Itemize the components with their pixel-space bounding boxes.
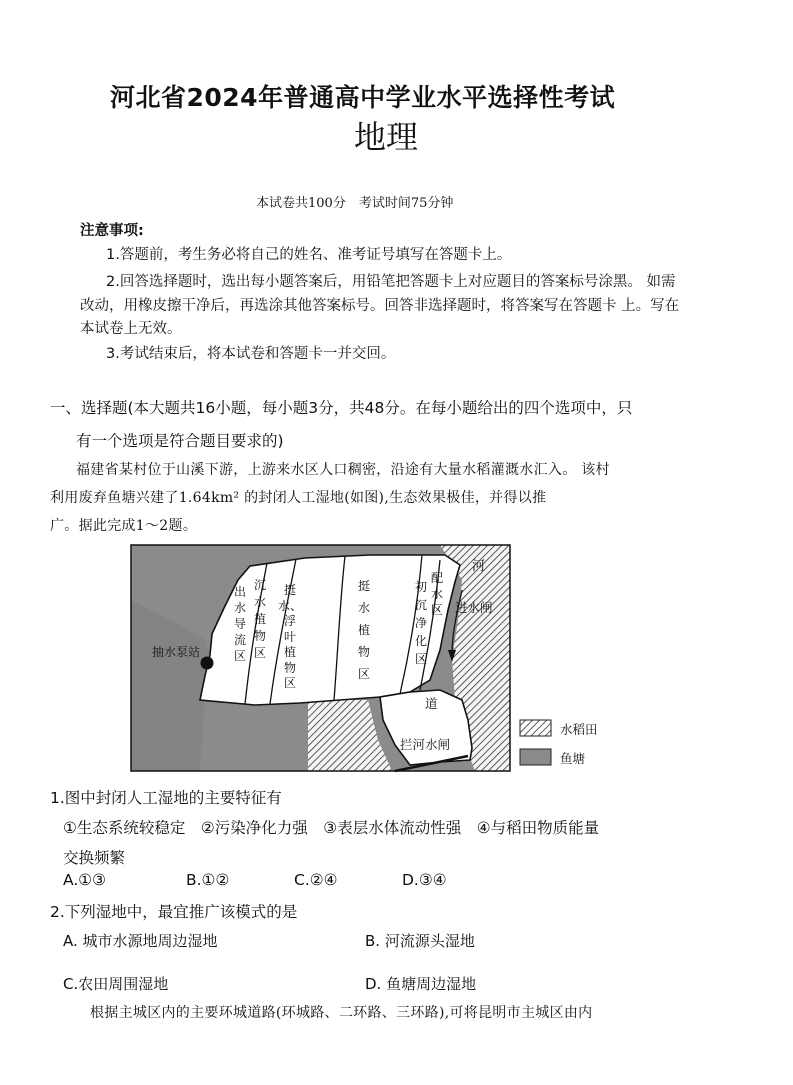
label-emergent-zone: 挺 水 植 物 区 <box>357 579 370 681</box>
notice-item-3: 3.考试结束后，将本试卷和答题卡一并交回。 <box>106 346 396 362</box>
label-channel: 道 <box>425 696 438 711</box>
q2-option-c[interactable]: C.农田周围湿地 <box>63 975 169 993</box>
legend-paddy-label: 水稻田 <box>560 722 598 737</box>
notice-item-2-cont: 改动，用橡皮擦干净后，再选涂其他答案标号。回答非选择题时，将答案写在答题卡 上。写在 <box>80 298 680 314</box>
q1-option-d[interactable]: D.③④ <box>402 871 447 889</box>
label-distribution-zone: 配 水 区 <box>430 571 443 617</box>
notice-item-2: 2.回答选择题时，选出每小题答案后，用铅笔把答题卡上对应题目的答案标号涂黑。 如需 <box>106 274 676 290</box>
subject-title: 地理 <box>354 118 419 156</box>
passage-line-3: 广。据此完成1～2题。 <box>50 518 198 534</box>
legend-pond-swatch <box>520 749 551 765</box>
q1-option-b[interactable]: B.①② <box>186 871 230 889</box>
label-sediment-zone: 初 沉 净 化 区 <box>414 580 427 666</box>
passage-line-2: 利用废弃鱼塘兴建了1.64km² 的封闭人工湿地(如图),生态效果极佳，并得以推 <box>50 490 547 506</box>
passage-2-line-1: 根据主城区内的主要环城道路(环城路、二环路、三环路),可将昆明市主城区由内 <box>90 1005 593 1021</box>
legend-swatches <box>519 719 553 771</box>
q1-statements: ①生态系统较稳定 ②污染净化力强 ③表层水体流动性强 ④与稻田物质能量 <box>63 819 600 837</box>
exam-title: 河北省2024年普通高中学业水平选择性考试 <box>110 83 616 112</box>
passage-line-1: 福建省某村位于山溪下游，上游来水区人口稠密，沿途有大量水稻灌溉水汇入。 该村 <box>76 462 610 478</box>
legend-pond-label: 鱼塘 <box>560 751 586 766</box>
notice-item-1: 1.答题前，考生务必将自己的姓名、准考证号填写在答题卡上。 <box>106 247 512 263</box>
q2-option-a[interactable]: A. 城市水源地周边湿地 <box>63 932 218 950</box>
exam-info: 本试卷共100分 考试时间75分钟 <box>256 196 454 211</box>
label-inlet-gate: 进水闸 <box>455 600 493 615</box>
q2-stem: 2.下列湿地中，最宜推广该模式的是 <box>50 903 298 921</box>
notice-item-2-end: 本试卷上无效。 <box>80 321 182 337</box>
section-heading: 一、选择题(本大题共16小题，每小题3分，共48分。在每小题给出的四个选项中，只 <box>50 399 633 417</box>
label-emergent-floating-zone: 挺 水、 浮 叶 植 物 区 <box>277 583 302 690</box>
label-river: 河 <box>472 559 486 574</box>
pump-station-marker <box>201 657 214 670</box>
label-submerged-zone: 沉 水 植 物 区 <box>253 578 266 660</box>
legend-paddy-swatch <box>520 720 551 736</box>
label-barrage: 拦河水闸 <box>400 737 451 752</box>
q1-option-c[interactable]: C.②④ <box>294 871 338 889</box>
section-heading-cont: 有一个选项是符合题目要求的) <box>76 432 284 450</box>
notice-heading: 注意事项: <box>80 223 144 239</box>
q2-option-d[interactable]: D. 鱼塘周边湿地 <box>365 975 477 993</box>
label-pump-station: 抽水泵站 <box>152 645 201 659</box>
q1-stem: 1.图中封闭人工湿地的主要特征有 <box>50 789 282 807</box>
q1-statements-cont: 交换频繁 <box>63 849 126 867</box>
q2-option-b[interactable]: B. 河流源头湿地 <box>365 932 475 950</box>
label-outflow-zone: 出 水 导 流 区 <box>233 585 246 663</box>
q1-option-a[interactable]: A.①③ <box>63 871 107 889</box>
